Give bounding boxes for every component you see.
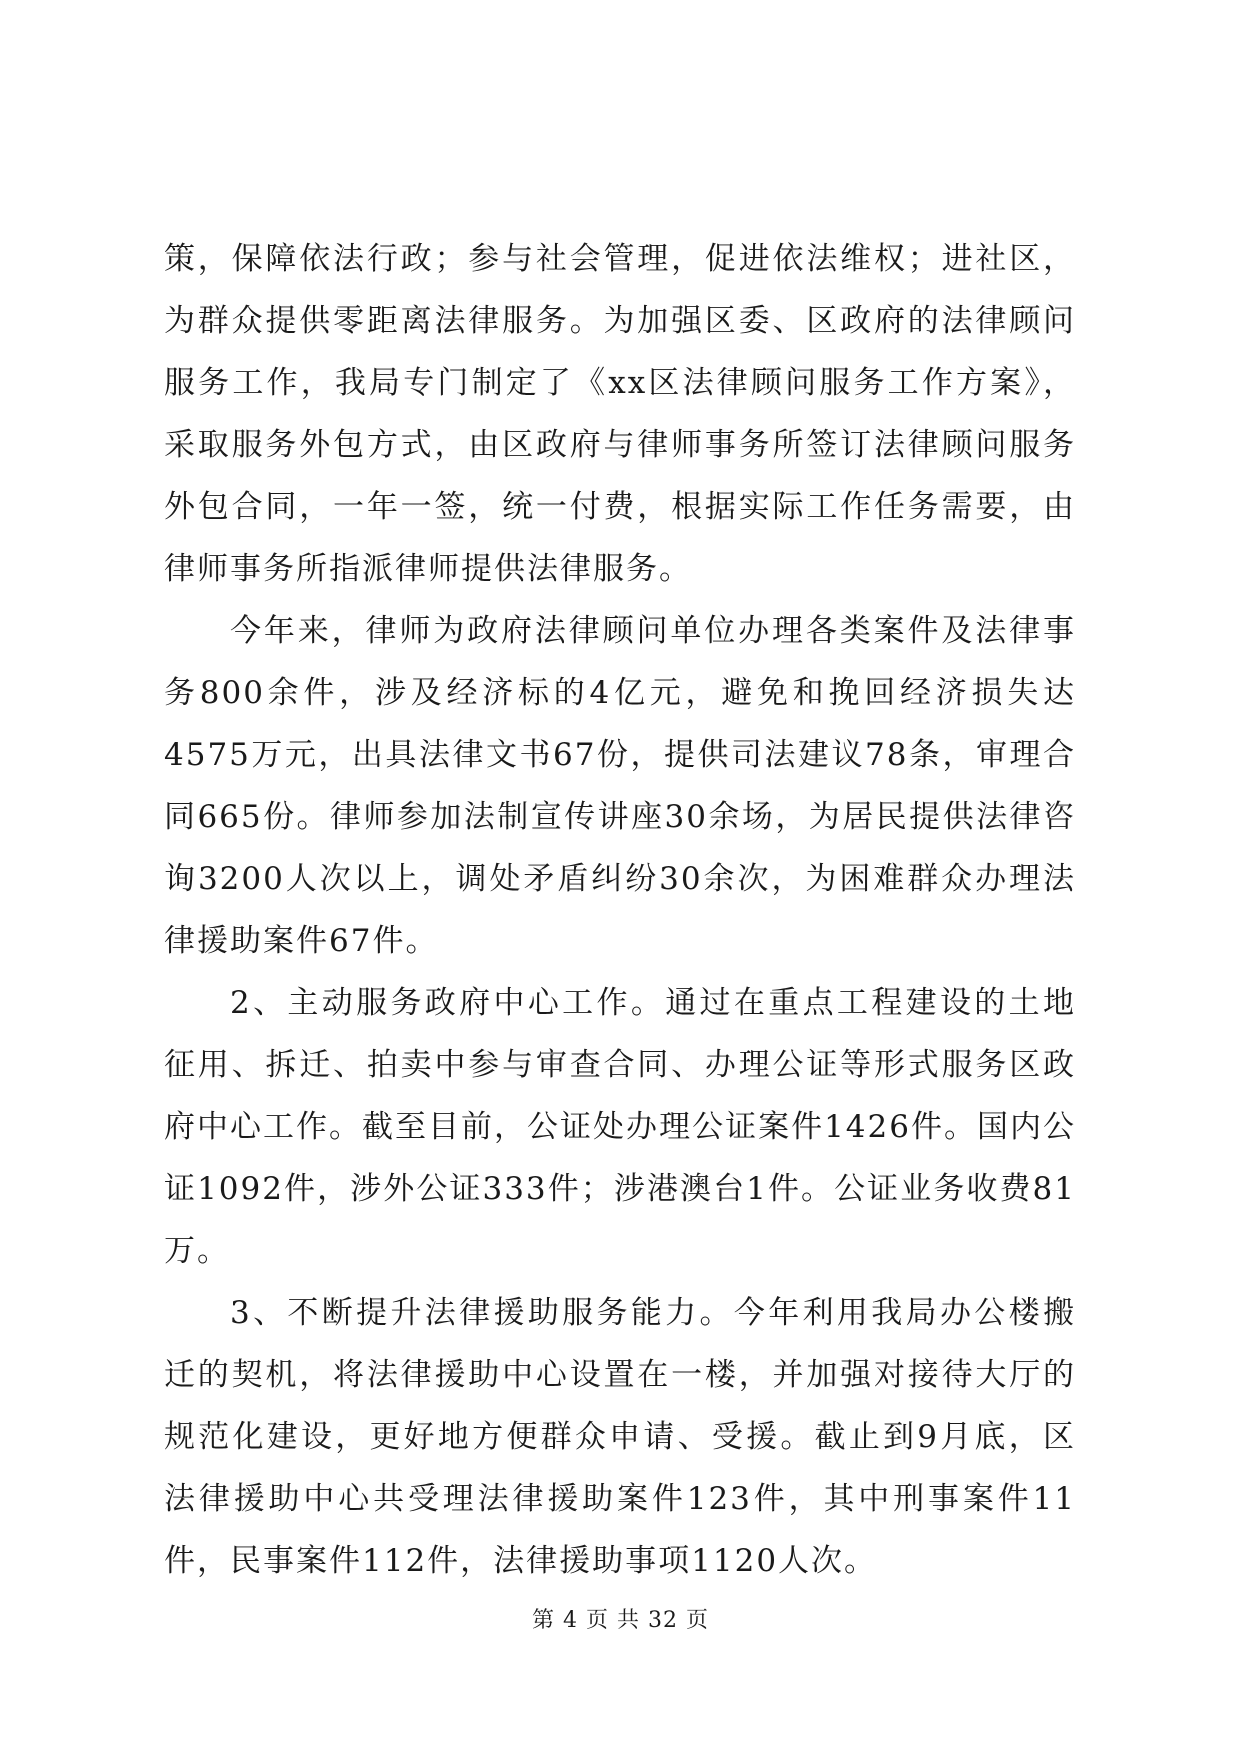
paragraph-item-2: 2、主动服务政府中心工作。通过在重点工程建设的土地征用、拆迁、拍卖中参与审查合同、办理公证等形式服务区政府中心工作。截至目前，公证处办理公证案件1426件。国内公证1092件，涉外公证333件；涉港澳台1件。公证业务收费81万。 [164, 985, 1076, 1269]
page-number-label: 第 4 页 共 32 页 [532, 1608, 709, 1633]
paragraph-item-3: 3、不断提升法律援助服务能力。今年利用我局办公楼搬迁的契机，将法律援助中心设置在一楼，并加强对接待大厅的规范化建设，更好地方便群众申请、受援。截止到9月底，区法律援助中心共受理法律援助案件123件，其中刑事案件11件，民事案件112件，法律援助事项1120人次。 [164, 1295, 1076, 1579]
page-footer [0, 1606, 1241, 1636]
document-body [164, 228, 1076, 1592]
paragraph-continuation: 策，保障依法行政；参与社会管理，促进依法维权；进社区，为群众提供零距离法律服务。为加强区委、区政府的法律顾问服务工作，我局专门制定了《xx区法律顾问服务工作方案》，采取服务外包方式，由区政府与律师事务所签订法律顾问服务外包合同，一年一签，统一付费，根据实际工作任务需要，由律师事务所指派律师提供法律服务。 [164, 241, 1076, 587]
paragraph-legal-statistics: 今年来，律师为政府法律顾问单位办理各类案件及法律事务800余件，涉及经济标的4亿元，避免和挽回经济损失达4575万元，出具法律文书67份，提供司法建议78条，审理合同665份。律师参加法制宣传讲座30余场，为居民提供法律咨询3200人次以上，调处矛盾纠纷30余次，为困难群众办理法律援助案件67件。 [164, 613, 1076, 959]
